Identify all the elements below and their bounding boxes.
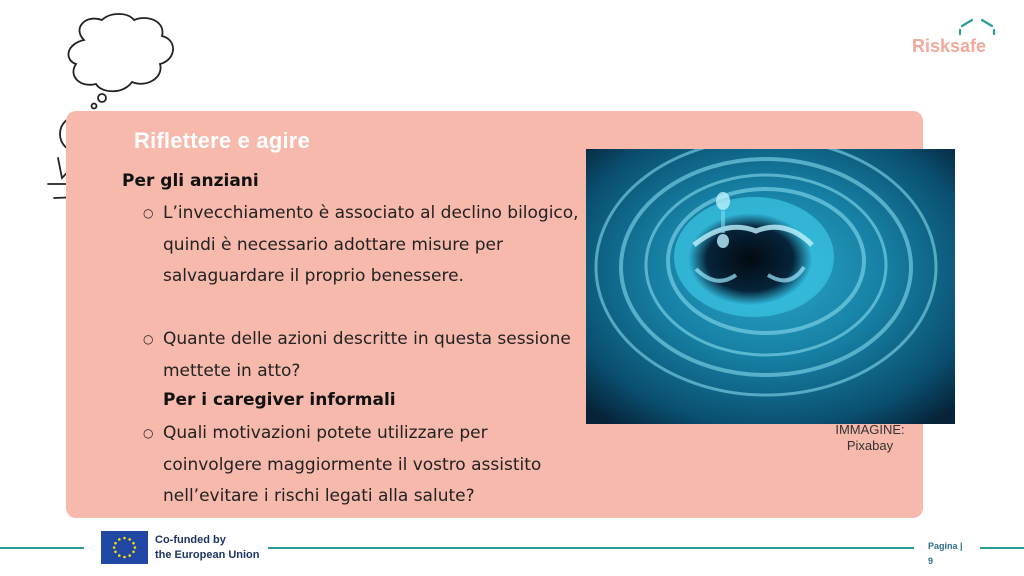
heading-caregivers: Per i caregiver informali — [163, 390, 396, 410]
risksafe-logo — [912, 18, 1007, 68]
bullet-text: Quante delle azioni descritte in questa sessione mettete in atto? — [163, 329, 571, 381]
image-credit — [820, 422, 920, 454]
image-credit-source: Pixabay — [846, 438, 894, 453]
eu-flag-icon — [101, 531, 148, 564]
bullet-item — [143, 418, 583, 513]
footer-divider — [268, 547, 914, 549]
page-label: Pagina | — [928, 541, 963, 551]
eu-funding-label — [155, 533, 260, 563]
page-number: 9 — [928, 556, 934, 566]
footer-divider — [980, 547, 1024, 549]
bullet-circle-icon: ○ — [143, 426, 154, 440]
image-credit-label: IMMAGINE: — [835, 422, 905, 437]
bullet-item — [143, 324, 583, 387]
page-indicator — [928, 539, 963, 569]
bullet-item — [143, 198, 583, 293]
bullet-circle-icon: ○ — [143, 332, 154, 346]
water-drop-image — [586, 149, 955, 424]
bullet-circle-icon: ○ — [143, 206, 154, 220]
eu-funding-line2: the European Union — [155, 549, 260, 561]
heading-seniors: Per gli anziani — [122, 171, 259, 191]
bullet-text: L’invecchiamento è associato al declino bilogico, quindi è necessario adottare misure per salvaguardare il proprio benessere. — [163, 203, 579, 286]
slide-title: Riflettere e agire — [134, 128, 311, 153]
bullet-text: Quali motivazioni potete utilizzare per coinvolgere maggiormente il vostro assistito nell’evitare i rischi legati alla salute? — [163, 423, 542, 506]
eu-funding-line1: Co-funded by — [155, 534, 226, 546]
footer-divider — [0, 547, 84, 549]
brand-name: Risksafe — [912, 36, 987, 56]
